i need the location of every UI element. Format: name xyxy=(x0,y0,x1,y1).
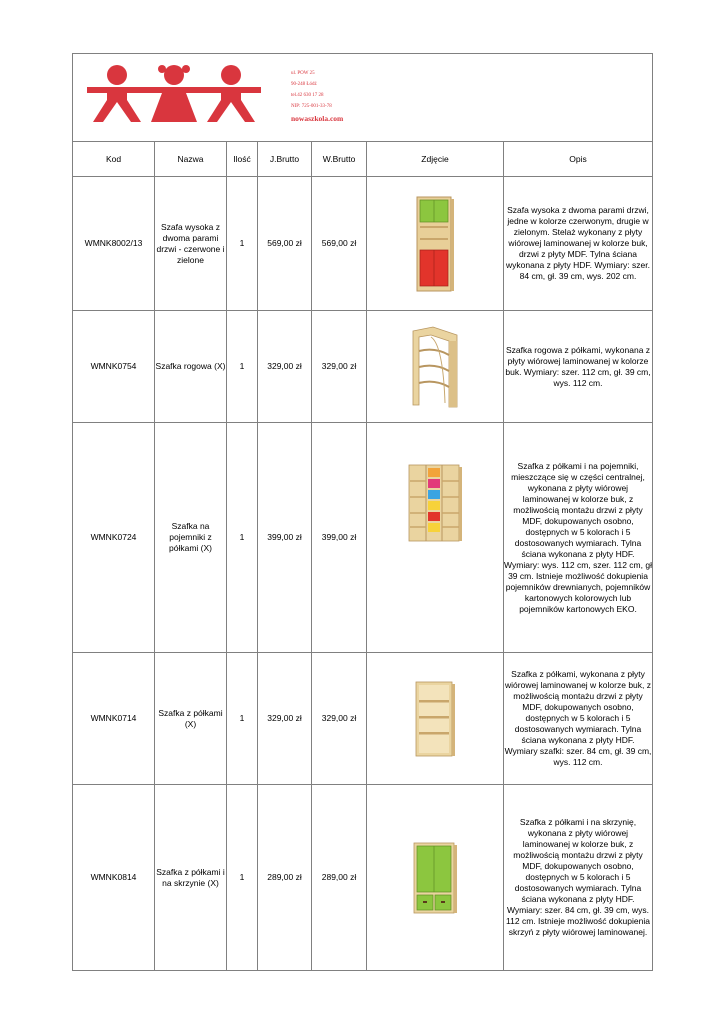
cell-description: Szafka z półkami, wykonana z płyty wiórowej laminowanej w kolorze buk, z możliwością montażu drzwi z płyty MDF, dokupowanych osobno, dostępnych w 5 kolorach i 5 dostosowanych wymiarach. Tylna ściana wykonana z płyty HDF. Wymiary szafki: szer. 84 cm, gł. 39 cm, wys. 112 cm. xyxy=(504,653,653,785)
cell-description: Szafka z półkami i na pojemniki, mieszczące się w części centralnej, wykonana z płyty wiórowej laminowanej w kolorze buk, z możliwością montażu drzwi z płyty MDF, dokupowanych osobno, dostępnych w 5 kolorach i 5 dostosowanych wymiarach. Tylna ściana wykonana z płyty HDF. Wymiary: wys. 112 cm, szer. 112 cm, gł 39 cm. Istnieje możliwość dokupienia pojemników drewnianych, pojemników kartonowych kolorowych lub pojemników kartonowych EKO. xyxy=(504,423,653,653)
cell-total-price: 329,00 zł xyxy=(312,311,367,423)
cell-code: WMNK0754 xyxy=(73,311,155,423)
company-website: nowaszkola.com xyxy=(291,114,344,123)
table-row xyxy=(73,311,653,423)
table-row xyxy=(73,423,653,653)
company-contact xyxy=(291,68,343,126)
header-description: Opis xyxy=(504,142,653,177)
cell-photo xyxy=(367,785,504,971)
cell-photo xyxy=(367,653,504,785)
corner-cabinet-icon xyxy=(409,325,461,409)
company-nip: NIP: 725-001-33-78 xyxy=(291,104,332,109)
cell-photo xyxy=(367,311,504,423)
header-photo: Zdjęcie xyxy=(367,142,504,177)
cell-qty: 1 xyxy=(227,177,258,311)
cell-code: WMNK0814 xyxy=(73,785,155,971)
header-total-price: W.Brutto xyxy=(312,142,367,177)
cell-name: Szafka rogowa (X) xyxy=(155,311,227,423)
cell-name: Szafa wysoka z dwoma parami drzwi - czerwone i zielone xyxy=(155,177,227,311)
cell-name: Szafka z półkami (X) xyxy=(155,653,227,785)
cell-unit-price: 289,00 zł xyxy=(258,785,312,971)
cell-unit-price: 569,00 zł xyxy=(258,177,312,311)
header-code: Kod xyxy=(73,142,155,177)
wardrobe-red-green-icon xyxy=(415,196,455,292)
cell-total-price: 289,00 zł xyxy=(312,785,367,971)
cell-code: WMNK0714 xyxy=(73,653,155,785)
cell-unit-price: 329,00 zł xyxy=(258,311,312,423)
company-city: 90-248 Łódź xyxy=(291,82,317,87)
cell-description: Szafa wysoka z dwoma parami drzwi, jedne w kolorze czerwonym, drugie w zielonym. Stelaż wykonany z płyty wiórowej laminowanej w kolorze buk, drzwi z płyty MDF. Tylna ściana wykonana z płyty HDF. Wymiary: szer. 84 cm, gł. 39 cm, wys. 202 cm. xyxy=(504,177,653,311)
cell-unit-price: 399,00 zł xyxy=(258,423,312,653)
cell-qty: 1 xyxy=(227,785,258,971)
cell-description: Szafka z półkami i na skrzynię, wykonana z płyty wiórowej laminowanej w kolorze buk, z możliwością montażu drzwi z płyty MDF, dokupowanych osobno, dostępnych w 5 kolorach i 5 dostosowanych wymiarach. Tylna ściana wykonana z płyty HDF. Wymiary: szer. 84 cm, gł. 39 cm, wys. 112 cm. Istnieje możliwość dokupienia skrzyń z płyty wiórowej laminowanej. xyxy=(504,785,653,971)
table-row xyxy=(73,785,653,971)
cell-total-price: 329,00 zł xyxy=(312,653,367,785)
table-row xyxy=(73,653,653,785)
cell-total-price: 399,00 zł xyxy=(312,423,367,653)
table-row xyxy=(73,177,653,311)
header-name: Nazwa xyxy=(155,142,227,177)
cell-name: Szafka z półkami i na skrzynie (X) xyxy=(155,785,227,971)
logo-row xyxy=(73,54,653,142)
company-phone: tel.42 630 17 28 xyxy=(291,93,324,98)
header-qty: Ilość xyxy=(227,142,258,177)
company-logo xyxy=(83,62,283,124)
cell-qty: 1 xyxy=(227,653,258,785)
header-unit-price: J.Brutto xyxy=(258,142,312,177)
cabinet-with-boxes-icon xyxy=(411,841,459,915)
cell-photo xyxy=(367,423,504,653)
cell-qty: 1 xyxy=(227,423,258,653)
shelf-cabinet-icon xyxy=(413,680,457,758)
cell-code: WMNK8002/13 xyxy=(73,177,155,311)
cell-total-price: 569,00 zł xyxy=(312,177,367,311)
header-row xyxy=(73,142,653,177)
letterhead xyxy=(73,54,653,142)
cell-qty: 1 xyxy=(227,311,258,423)
cell-photo xyxy=(367,177,504,311)
company-street: ul. POW 25 xyxy=(291,71,315,76)
cell-name: Szafka na pojemniki z półkami (X) xyxy=(155,423,227,653)
cell-code: WMNK0724 xyxy=(73,423,155,653)
cell-unit-price: 329,00 zł xyxy=(258,653,312,785)
cell-description: Szafka rogowa z półkami, wykonana z płyty wiórowej laminowanej w kolorze buk. Wymiary: szer. 112 cm, gł. 39 cm, wys. 112 cm. xyxy=(504,311,653,423)
offer-table xyxy=(72,53,653,971)
container-cabinet-icon xyxy=(407,463,463,543)
